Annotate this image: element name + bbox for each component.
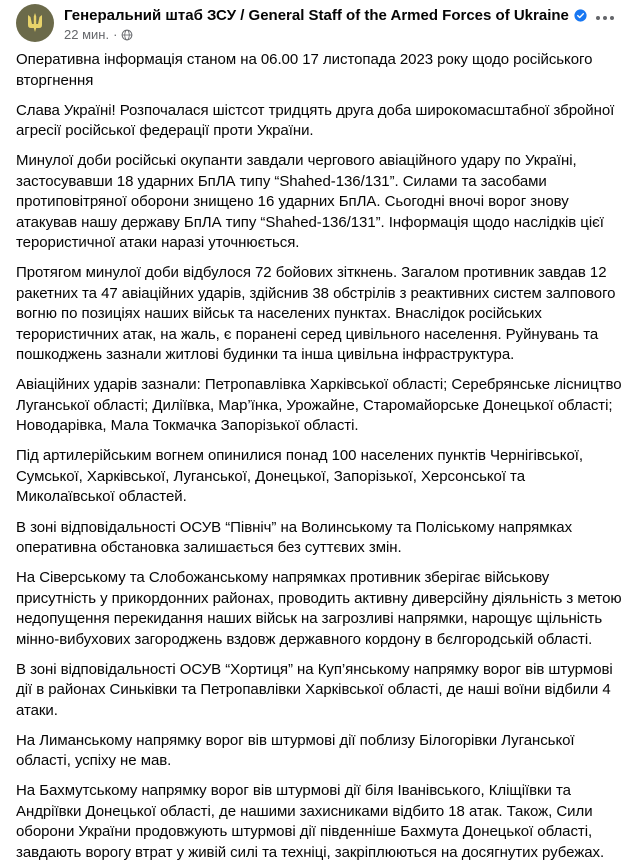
meta-separator: ·: [113, 27, 118, 42]
post-meta: [64, 27, 133, 42]
verified-badge-icon: [574, 9, 587, 22]
post-paragraph: На Лиманському напрямку ворог вів штурмові дії поблизу Білогорівки Луганської області, успіху не мав.: [16, 731, 575, 770]
post-paragraph: На Бахмутському напрямку ворог вів штурмові дії біля Іванівського, Кліщіївки та Андріївки Донецької області, де нашими захисниками відбито 18 атак. Також, Сили оборони України продовжують штурмові дії південніше Бахмута Донецької області, завдають ворогу втрат у живій силі та техніці, закріплюються на досягнутих рубежах.: [16, 782, 605, 861]
post-paragraph: В зоні відповідальності ОСУВ “Північ” на Волинському та Поліському напрямках оперативна обстановка залишається без суттєвих змін.: [16, 518, 573, 557]
post-paragraph: Слава Україні! Розпочалася шістсот тридцять друга доба широкомасштабної збройної агресії російської федерації проти України.: [16, 101, 615, 140]
post-paragraph: Під артилерійським вогнем опинилися понад 100 населених пунктів Чернігівської, Сумської, Харківської, Луганської, Донецької, Запорізької, Херсонської та Миколаївської областей.: [16, 447, 583, 506]
author-line: [64, 7, 587, 24]
post-paragraph: На Сіверському та Слобожанському напрямках противник зберігає військову присутність у прикордонних районах, проводить активну диверсійну діяльність з метою недопущення перекидання наших військ на загрозливі напрямки, нарощує щільність мінно-вибухових загороджень вздовж державного кордону в бєлгородській області.: [16, 569, 622, 648]
post-paragraph: Протягом минулої доби відбулося 72 бойових зіткнень. Загалом противник завдав 12 ракетних та 47 авіаційних ударів, здійснив 38 обстрілів з реактивних систем залпового вогню по позиціях наших військ та населених пунктах. Внаслідок російських терористичних атак, на жаль, є поранені серед цивільного населення. Руйнувань та пошкоджень зазнали житлові будинки та інша цивільна інфраструктура.: [16, 264, 616, 364]
post-paragraph: Минулої доби російські окупанти завдали чергового авіаційного удару по Україні, застосувавши 18 ударних БпЛА типу “Shahed-136/131”. Силами та засобами протиповітряної оборони знищено 16 ударних БпЛА. Сьогодні вночі ворог знову атакував нашу державу БпЛА типу “Shahed-136/131”. Інформація щодо наслідків цієї терористичної атаки наразі уточнюється.: [16, 152, 604, 252]
globe-icon[interactable]: [121, 29, 133, 41]
post-body: [16, 48, 623, 863]
post-timestamp[interactable]: 22 мин.: [64, 27, 110, 42]
post-paragraph: Оперативна інформація станом на 06.00 17 листопада 2023 року щодо російського вторгнення: [16, 51, 593, 89]
trident-emblem-icon: [23, 11, 47, 35]
post-header: [16, 0, 623, 48]
post-paragraph: Авіаційних ударів зазнали: Петропавлівка Харківської області; Серебрянське лісництво Луганської області; Диліївка, Мар’їнка, Урожайне, Старомайорське Донецької області; Новодарівка, Мала Токмачка Запорізької області.: [16, 376, 622, 435]
post-paragraph: В зоні відповідальності ОСУВ “Хортиця” на Куп’янському напрямку ворог вів штурмові дії в районах Синьківки та Петропавлівки Харківської області, де наші воїни відбили 4 атаки.: [16, 660, 613, 719]
author-name[interactable]: Генеральний штаб ЗСУ / General Staff of the Armed Forces of Ukraine: [64, 7, 569, 24]
page-avatar[interactable]: [16, 4, 54, 42]
more-options-icon[interactable]: [593, 6, 617, 30]
